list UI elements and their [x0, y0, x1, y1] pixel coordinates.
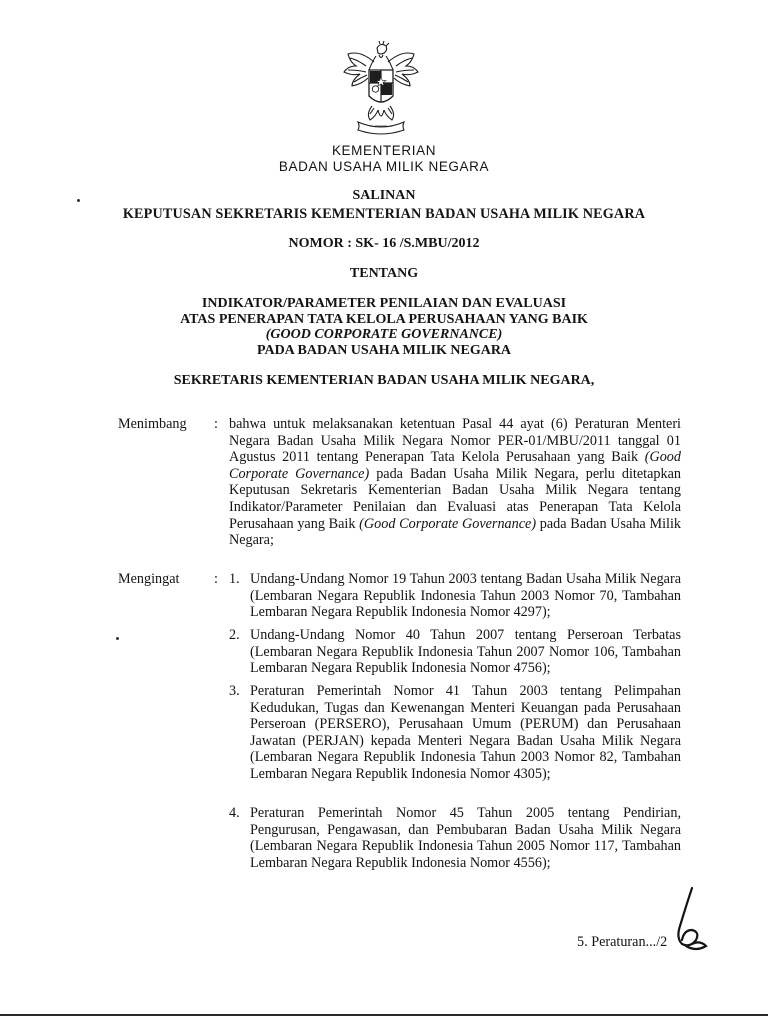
recalling-label: Mengingat — [118, 571, 180, 587]
subject-line-2: ATAS PENERAPAN TATA KELOLA PERUSAHAAN YANG BAIK — [180, 311, 588, 327]
copy-label: SALINAN — [352, 188, 416, 203]
scan-speck — [77, 199, 80, 202]
decree-subject — [0, 296, 768, 358]
handwritten-initials-icon — [656, 886, 712, 956]
considering-text-2: pada Badan Usaha Milik Negara, perlu ditetapkan Keputusan Sekretaris Kementerian Badan Usaha Milik Negara tentang Indikator/Parameter Penilaian dan Evaluasi atas Penerapan Tata Kelola Perusahaan yang Baik — [229, 465, 681, 532]
recalling-item-1-number: 1. — [229, 571, 240, 587]
scan-speck — [116, 637, 119, 640]
considering-text-3: pada Badan Usaha Milik Negara; — [229, 515, 681, 549]
issuer-heading: SEKRETARIS KEMENTERIAN BADAN USAHA MILIK NEGARA, — [173, 373, 595, 388]
decree-title: KEPUTUSAN SEKRETARIS KEMENTERIAN BADAN USAHA MILIK NEGARA — [122, 206, 646, 222]
ministry-name-line2: BADAN USAHA MILIK NEGARA — [278, 159, 490, 174]
garuda-pancasila-emblem — [336, 40, 426, 136]
recalling-item-2: Undang-Undang Nomor 40 Tahun 2007 tentang Perseroan Terbatas (Lembaran Negara Republik Indonesia Tahun 2007 Nomor 106, Tambahan Lembaran Negara Republik Indonesia Nomor 4756); — [250, 627, 681, 677]
recalling-item-2-number: 2. — [229, 627, 240, 643]
considering-paragraph — [229, 416, 681, 549]
considering-italic-1: (Good Corporate Governance) — [229, 449, 681, 482]
subject-line-3: (GOOD CORPORATE GOVERNANCE) — [265, 327, 503, 343]
ministry-name-line1: KEMENTERIAN — [331, 143, 437, 158]
recalling-item-1: Undang-Undang Nomor 19 Tahun 2003 tentang Badan Usaha Milik Negara (Lembaran Negara Republik Indonesia Tahun 2003 Nomor 70, Tambahan Lembaran Negara Republik Indonesia Nomor 4297); — [250, 571, 681, 621]
considering-text-1: bahwa untuk melaksanakan ketentuan Pasal 44 ayat (6) Peraturan Menteri Negara Badan Usaha Milik Negara Nomor PER-01/MBU/2011 tanggal 01 Agustus 2011 tentang Penerapan Tata Kelola Perusahaan yang Baik — [229, 416, 681, 466]
considering-label: Menimbang — [118, 416, 187, 432]
considering-italic-2: (Good Corporate Governance) — [359, 515, 537, 532]
regarding-label: TENTANG — [349, 266, 419, 281]
continuation-note: 5. Peraturan.../2 — [577, 934, 668, 950]
considering-colon: : — [214, 416, 218, 432]
subject-line-4: PADA BADAN USAHA MILIK NEGARA — [256, 342, 512, 358]
recalling-item-3: Peraturan Pemerintah Nomor 41 Tahun 2003 tentang Pelimpahan Kedudukan, Tugas dan Kewenangan Menteri Keuangan pada Perusahaan Perseroan (PERSERO), Perusahaan Umum (PERUM) dan Perusahaan Jawatan (PERJAN) kepada Menteri Negara Badan Usaha Milik Negara (Lembaran Negara Republik Indonesia Tahun 2003 Nomor 82, Tambahan Lembaran Negara Republik Indonesia Nomor 4305); — [250, 683, 681, 782]
recalling-item-3-number: 3. — [229, 683, 240, 699]
recalling-colon: : — [214, 571, 218, 587]
page-bottom-rule — [0, 1014, 768, 1016]
subject-line-1: INDIKATOR/PARAMETER PENILAIAN DAN EVALUASI — [201, 296, 567, 311]
decree-number: NOMOR : SK- 16 /S.MBU/2012 — [288, 236, 480, 251]
recalling-item-4: Peraturan Pemerintah Nomor 45 Tahun 2005 tentang Pendirian, Pengurusan, Pengawasan, dan Pembubaran Badan Usaha Milik Negara (Lembaran Negara Republik Indonesia Tahun 2005 Nomor 117, Tambahan Lembaran Negara Republik Indonesia Nomor 4556); — [250, 805, 681, 871]
recalling-item-4-number: 4. — [229, 805, 240, 821]
